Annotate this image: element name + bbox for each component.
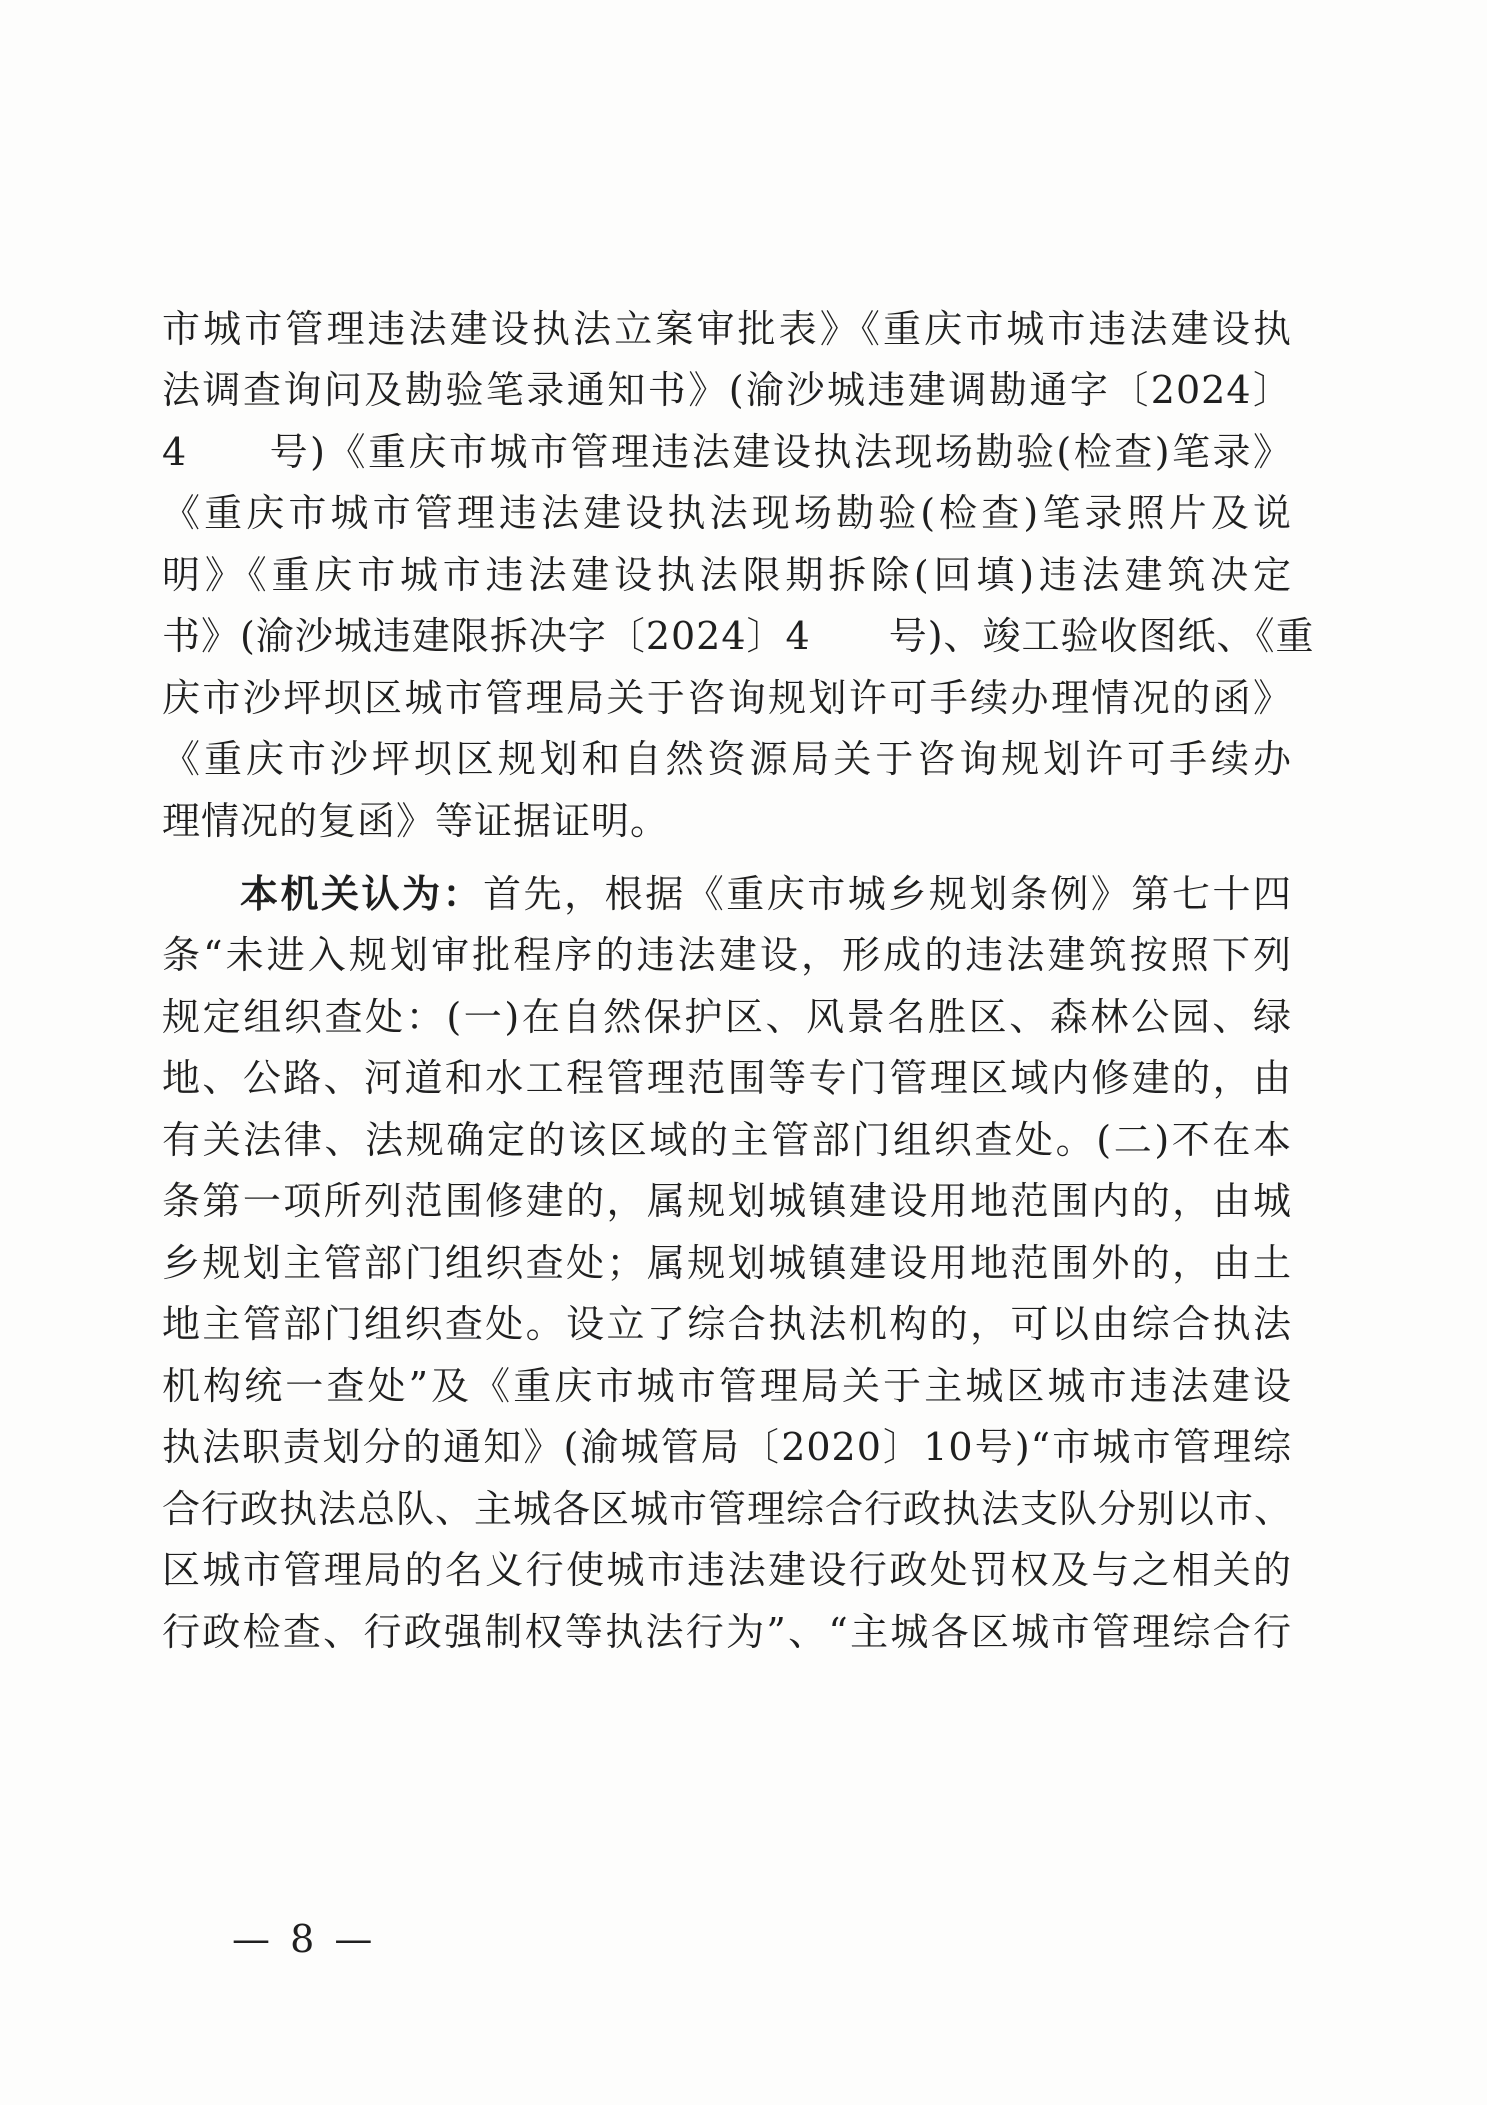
page-number: — 8 —	[232, 1917, 377, 1961]
body-text-line: 《重庆市城市管理违法建设执法现场勘验(检查)笔录照片及说	[162, 491, 1292, 535]
paragraph-lead-rest: 首先，根据《重庆市城乡规划条例》第七十四	[483, 872, 1292, 916]
body-text-line: 机构统一查处”及《重庆市城市管理局关于主城区城市违法建设	[162, 1364, 1292, 1408]
body-text-line: 有关法律、法规确定的该区域的主管部门组织查处。(二)不在本	[162, 1118, 1292, 1162]
body-text-line: 行政检查、行政强制权等执法行为”、“主城各区城市管理综合行	[162, 1610, 1292, 1654]
body-text-line: 条第一项所列范围修建的，属规划城镇建设用地范围内的，由城	[162, 1179, 1292, 1223]
paragraph-lead: 本机关认为：	[240, 872, 484, 916]
body-text-line: 合行政执法总队、主城各区城市管理综合行政执法支队分别以市、	[162, 1487, 1294, 1531]
body-text-line: 区城市管理局的名义行使城市违法建设行政处罚权及与之相关的	[162, 1548, 1292, 1592]
body-text-line: 地主管部门组织查处。设立了综合执法机构的，可以由综合执法	[162, 1302, 1292, 1346]
body-text-line: 规定组织查处：(一)在自然保护区、风景名胜区、森林公园、绿	[162, 995, 1292, 1039]
body-text-line: 市城市管理违法建设执法立案审批表》《重庆市城市违法建设执	[162, 307, 1292, 351]
body-text-line: 法调查询问及勘验笔录通知书》(渝沙城违建调勘通字〔2024〕	[162, 368, 1292, 412]
body-text-line: 理情况的复函》等证据证明。	[162, 799, 670, 843]
body-text-line: 条“未进入规划审批程序的违法建设，形成的违法建筑按照下列	[162, 933, 1292, 977]
paragraph-first-line	[240, 870, 1292, 918]
body-text-line: 书》(渝沙城违建限拆决字〔2024〕4 号)、竣工验收图纸、《重	[162, 614, 1315, 658]
body-text-line: 4 号)《重庆市城市管理违法建设执法现场勘验(检查)笔录》	[162, 430, 1292, 474]
body-text-line: 庆市沙坪坝区城市管理局关于咨询规划许可手续办理情况的函》	[162, 676, 1292, 720]
body-text-line: 地、公路、河道和水工程管理范围等专门管理区域内修建的，由	[162, 1056, 1292, 1100]
body-text-line: 《重庆市沙坪坝区规划和自然资源局关于咨询规划许可手续办	[162, 737, 1292, 781]
body-text-line: 明》《重庆市城市违法建设执法限期拆除(回填)违法建筑决定	[162, 553, 1292, 597]
body-text-line: 乡规划主管部门组织查处；属规划城镇建设用地范围外的，由土	[162, 1241, 1292, 1285]
body-text-line: 执法职责划分的通知》(渝城管局〔2020〕10号)“市城市管理综	[162, 1425, 1292, 1469]
